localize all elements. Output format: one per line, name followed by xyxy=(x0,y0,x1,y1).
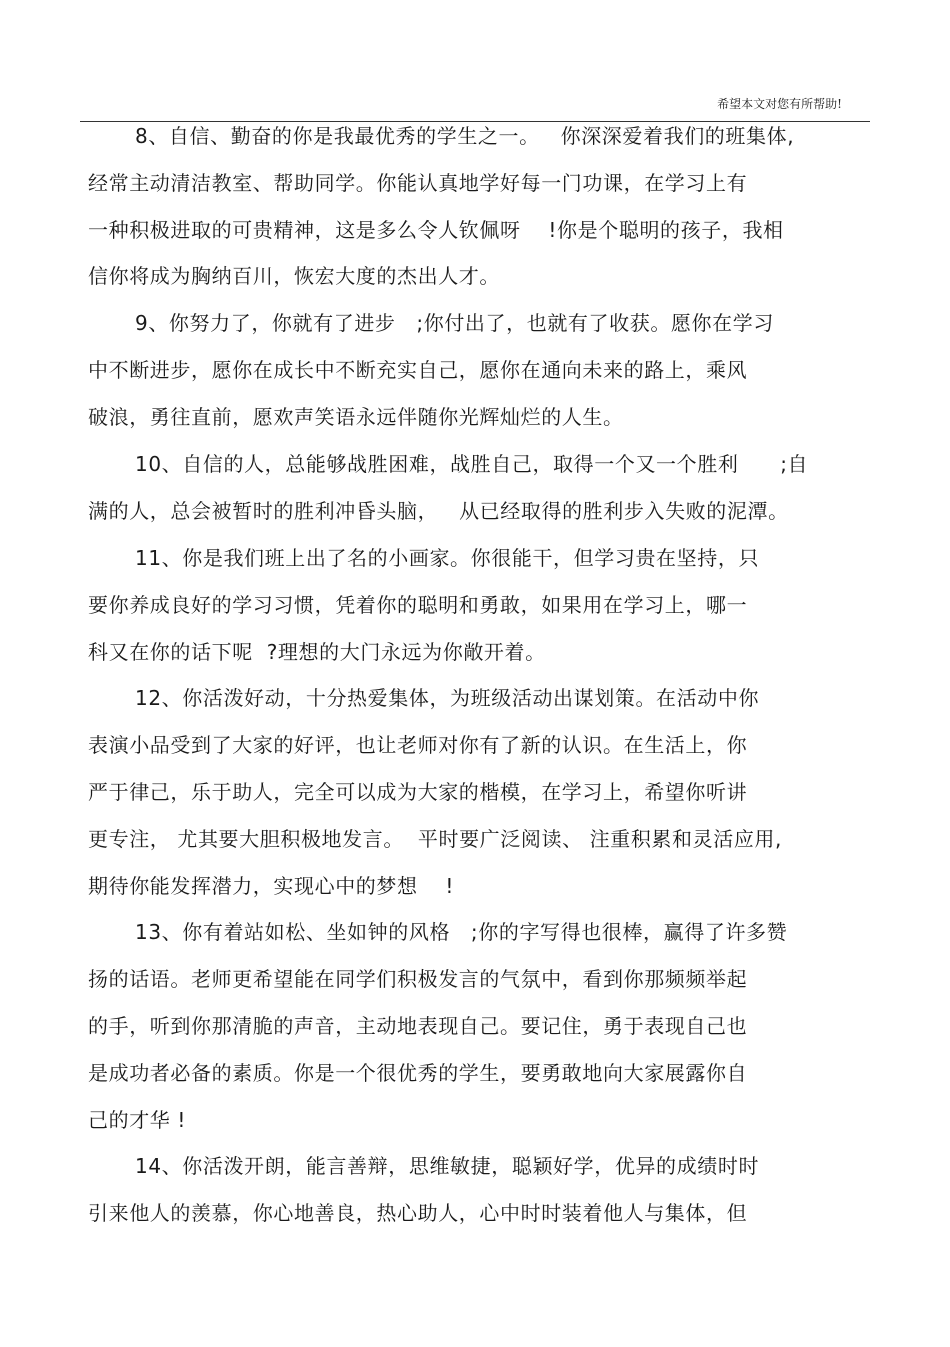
text-line: 要你养成良好的学习习惯，凭着你的聪明和勇敢，如果用在学习上，哪一 xyxy=(88,593,748,617)
text-line: 14、你活泼开朗，能言善辩，思维敏捷，聪颖好学，优异的成绩时时 xyxy=(135,1154,760,1178)
text-line: 己的才华 ! xyxy=(88,1108,186,1132)
text-line: 满的人，总会被暂时的胜利冲昏头脑， 从已经取得的胜利步入失败的泥潭。 xyxy=(88,499,789,523)
text-line: 期待你能发挥潜力，实现心中的梦想 ! xyxy=(88,874,455,898)
text-line: 破浪，勇往直前，愿欢声笑语永远伴随你光辉灿烂的人生。 xyxy=(88,405,624,429)
text-line: 9、你努力了，你就有了进步 ;你付出了，也就有了收获。愿你在学习 xyxy=(135,311,774,335)
text-line: 引来他人的羡慕，你心地善良，热心助人，心中时时装着他人与集体，但 xyxy=(88,1201,748,1225)
text-line: 表演小品受到了大家的好评，也让老师对你有了新的认识。在生活上，你 xyxy=(88,733,748,757)
text-line: 10、自信的人，总能够战胜困难，战胜自己，取得一个又一个胜利 ;自 xyxy=(135,452,809,476)
text-line: 更专注， 尤其要大胆积极地发言。 平时要广泛阅读、 注重积累和灵活应用, xyxy=(88,827,782,851)
text-line: 是成功者必备的素质。你是一个很优秀的学生，要勇敢地向大家展露你自 xyxy=(88,1061,748,1085)
text-line: 科又在你的话下呢 ?理想的大门永远为你敞开着。 xyxy=(88,640,546,664)
text-line: 的手，听到你那清脆的声音，主动地表现自己。要记住，勇于表现自己也 xyxy=(88,1014,748,1038)
text-line: 中不断进步，愿你在成长中不断充实自己，愿你在通向未来的路上，乘风 xyxy=(88,358,748,382)
text-line: 8、自信、勤奋的你是我最优秀的学生之一。 你深深爱着我们的班集体, xyxy=(135,124,795,148)
text-line: 扬的话语。老师更希望能在同学们积极发言的气氛中，看到你那频频举起 xyxy=(88,967,748,991)
text-line: 严于律己，乐于助人，完全可以成为大家的楷模，在学习上，希望你听讲 xyxy=(88,780,748,804)
text-line: 经常主动清洁教室、帮助同学。你能认真地学好每一门功课，在学习上有 xyxy=(88,171,748,195)
header-note: 希望本文对您有所帮助! xyxy=(717,97,842,111)
text-line: 一种积极进取的可贵精神，这是多么令人钦佩呀 !你是个聪明的孩子，我相 xyxy=(88,218,784,242)
text-line: 11、你是我们班上出了名的小画家。你很能干，但学习贵在坚持，只 xyxy=(135,546,760,570)
text-line: 12、你活泼好动，十分热爱集体，为班级活动出谋划策。在活动中你 xyxy=(135,686,760,710)
text-line: 13、你有着站如松、坐如钟的风格 ;你的字写得也很棒，赢得了许多赞 xyxy=(135,920,788,944)
header-rule xyxy=(80,121,870,122)
text-line: 信你将成为胸纳百川，恢宏大度的杰出人才。 xyxy=(88,264,500,288)
